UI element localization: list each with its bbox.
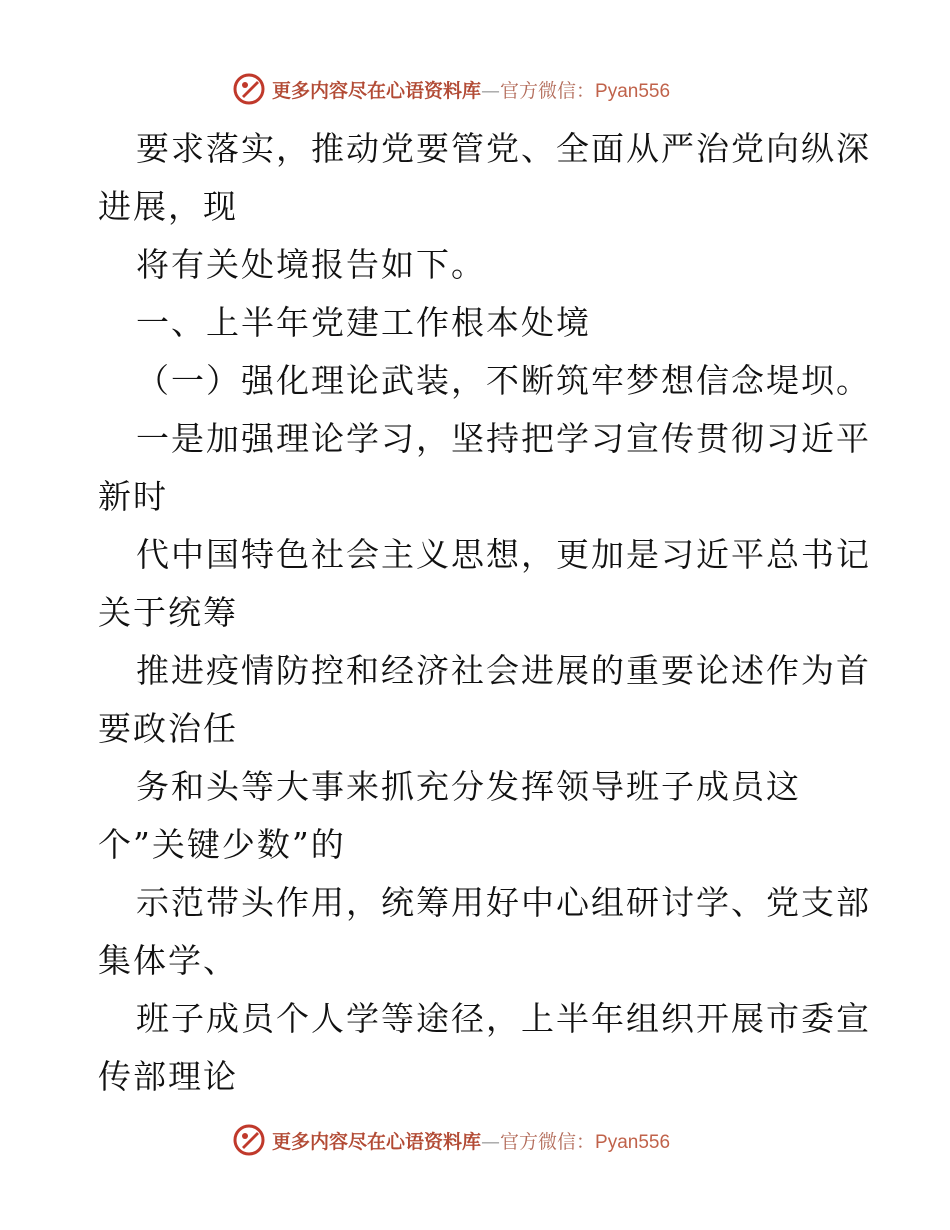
header-watermark: [232, 72, 670, 106]
banner-brand: 更多内容尽在心语资料库: [272, 79, 482, 102]
subsection-heading: （一）强化理论武装，不断筑牢梦想信念堤坝。: [136, 361, 871, 400]
text-line: 将有关处境报告如下。: [136, 245, 486, 284]
text-line: 要求落实，推动党要管党、全面从严治党向纵深: [136, 129, 871, 168]
footer-watermark: [232, 1123, 670, 1157]
text-line: 代中国特色社会主义思想，更加是习近平总书记: [136, 535, 871, 574]
text-line: 一是加强理论学习，坚持把学习宣传贯彻习近平: [136, 419, 871, 458]
banner-label: 官方微信：: [500, 79, 596, 102]
banner-wechat-id: Pyan556: [595, 1131, 671, 1153]
text-line: 个”关键少数”的: [98, 825, 346, 864]
banner-wechat-id: Pyan556: [595, 80, 671, 102]
text-line: 新时: [98, 477, 168, 516]
text-line: 务和头等大事来抓充分发挥领导班子成员这: [136, 767, 801, 806]
text-line: 进展，现: [98, 187, 238, 226]
banner-brand: 更多内容尽在心语资料库: [272, 1130, 482, 1153]
banner-label: 官方微信：: [500, 1130, 596, 1153]
section-heading: 一、上半年党建工作根本处境: [136, 303, 591, 342]
banner-separator: —: [481, 79, 501, 102]
banner-separator: —: [481, 1130, 501, 1153]
text-line: 关于统筹: [98, 593, 238, 632]
document-body: [98, 120, 871, 1106]
text-line: 要政治任: [98, 709, 238, 748]
text-line: 传部理论: [98, 1057, 238, 1096]
logo-icon: [232, 72, 266, 106]
text-line: 班子成员个人学等途径，上半年组织开展市委宣: [136, 999, 871, 1038]
logo-icon: [232, 1123, 266, 1157]
text-line: 示范带头作用，统筹用好中心组研讨学、党支部: [136, 883, 871, 922]
text-line: 集体学、: [98, 941, 238, 980]
text-line: 推进疫情防控和经济社会进展的重要论述作为首: [136, 651, 871, 690]
